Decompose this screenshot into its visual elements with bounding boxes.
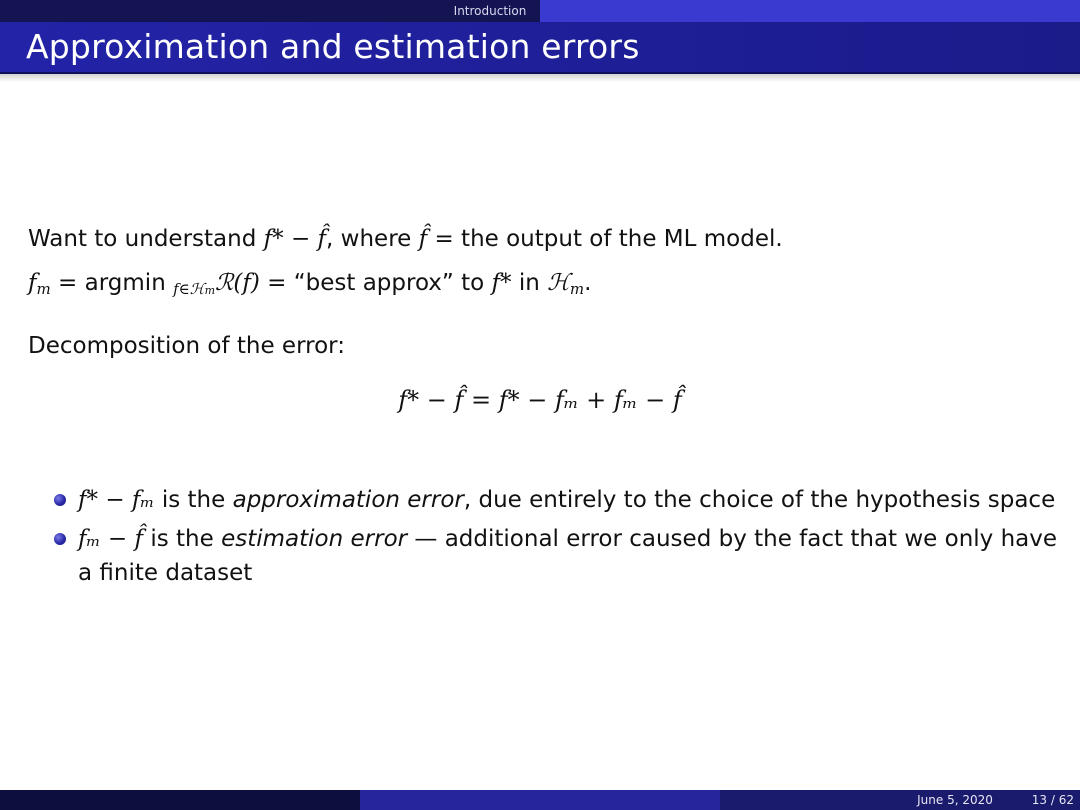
intro-line — [28, 226, 783, 252]
bullet-2-text-b: — additional error caused by the fact that we only have a finite dataset — [78, 526, 1058, 586]
def-fstar: f* — [491, 270, 512, 296]
decomposition-label: Decomposition of the error: — [28, 333, 345, 359]
bullet-1-emphasis: approximation error — [232, 487, 464, 513]
nav-right-panel — [540, 0, 1080, 22]
bullet-1-text-a: is the — [154, 487, 233, 513]
bullet-item-estimation — [78, 522, 1068, 590]
def-equals: = — [50, 270, 85, 296]
definition-line — [28, 270, 591, 298]
def-math-fm-sub: m — [36, 280, 51, 298]
def-risk: ℛ(f) = — [215, 270, 294, 296]
def-end: . — [584, 270, 592, 296]
def-argmin: argmin — [84, 270, 174, 296]
intro-text-prefix: Want to understand — [28, 226, 264, 252]
footer-date: June 5, 2020 — [917, 793, 993, 807]
bullet-2-emphasis: estimation error — [221, 526, 408, 552]
intro-text-middle: , where — [326, 226, 419, 252]
footer-segment-left — [0, 790, 360, 810]
bullet-2-math: fₘ − f̂ — [78, 526, 144, 552]
bullet-item-approximation — [78, 483, 1068, 517]
bullet-icon — [54, 494, 66, 506]
intro-text-suffix: the output of the ML model. — [453, 226, 783, 252]
footer-segment-middle — [360, 790, 720, 810]
footer-bar — [0, 790, 1080, 810]
bullet-1-text-b: , due entirely to the choice of the hypothesis space — [463, 487, 1056, 513]
intro-math-difference: f* − f̂ — [263, 226, 327, 252]
def-in: in — [511, 270, 548, 296]
section-navigation-bar — [0, 0, 1080, 22]
bullet-1-math: f* − fₘ — [78, 487, 155, 513]
frame-title-bar — [0, 22, 1080, 74]
def-best-approx: “best approx” to — [293, 270, 492, 296]
bullet-icon — [54, 533, 66, 545]
decomposition-equation: f* − f̂ = f* − fₘ + fₘ − f̂ — [398, 386, 682, 414]
title-shadow — [0, 74, 1080, 82]
intro-math-fhat: f̂ = — [418, 226, 454, 252]
footer-page-number: 13 / 62 — [1031, 793, 1074, 807]
def-argmin-set-sub: m — [204, 284, 216, 297]
def-math-fm: f — [28, 270, 37, 296]
def-argmin-set: f∈ℋ — [173, 280, 205, 298]
bullet-2-text-a: is the — [143, 526, 222, 552]
def-hypothesis-space: ℋ — [547, 270, 570, 296]
nav-section-link[interactable]: Introduction — [453, 4, 527, 18]
def-hypothesis-space-sub: m — [569, 280, 585, 298]
slide-title: Approximation and estimation errors — [26, 27, 640, 66]
